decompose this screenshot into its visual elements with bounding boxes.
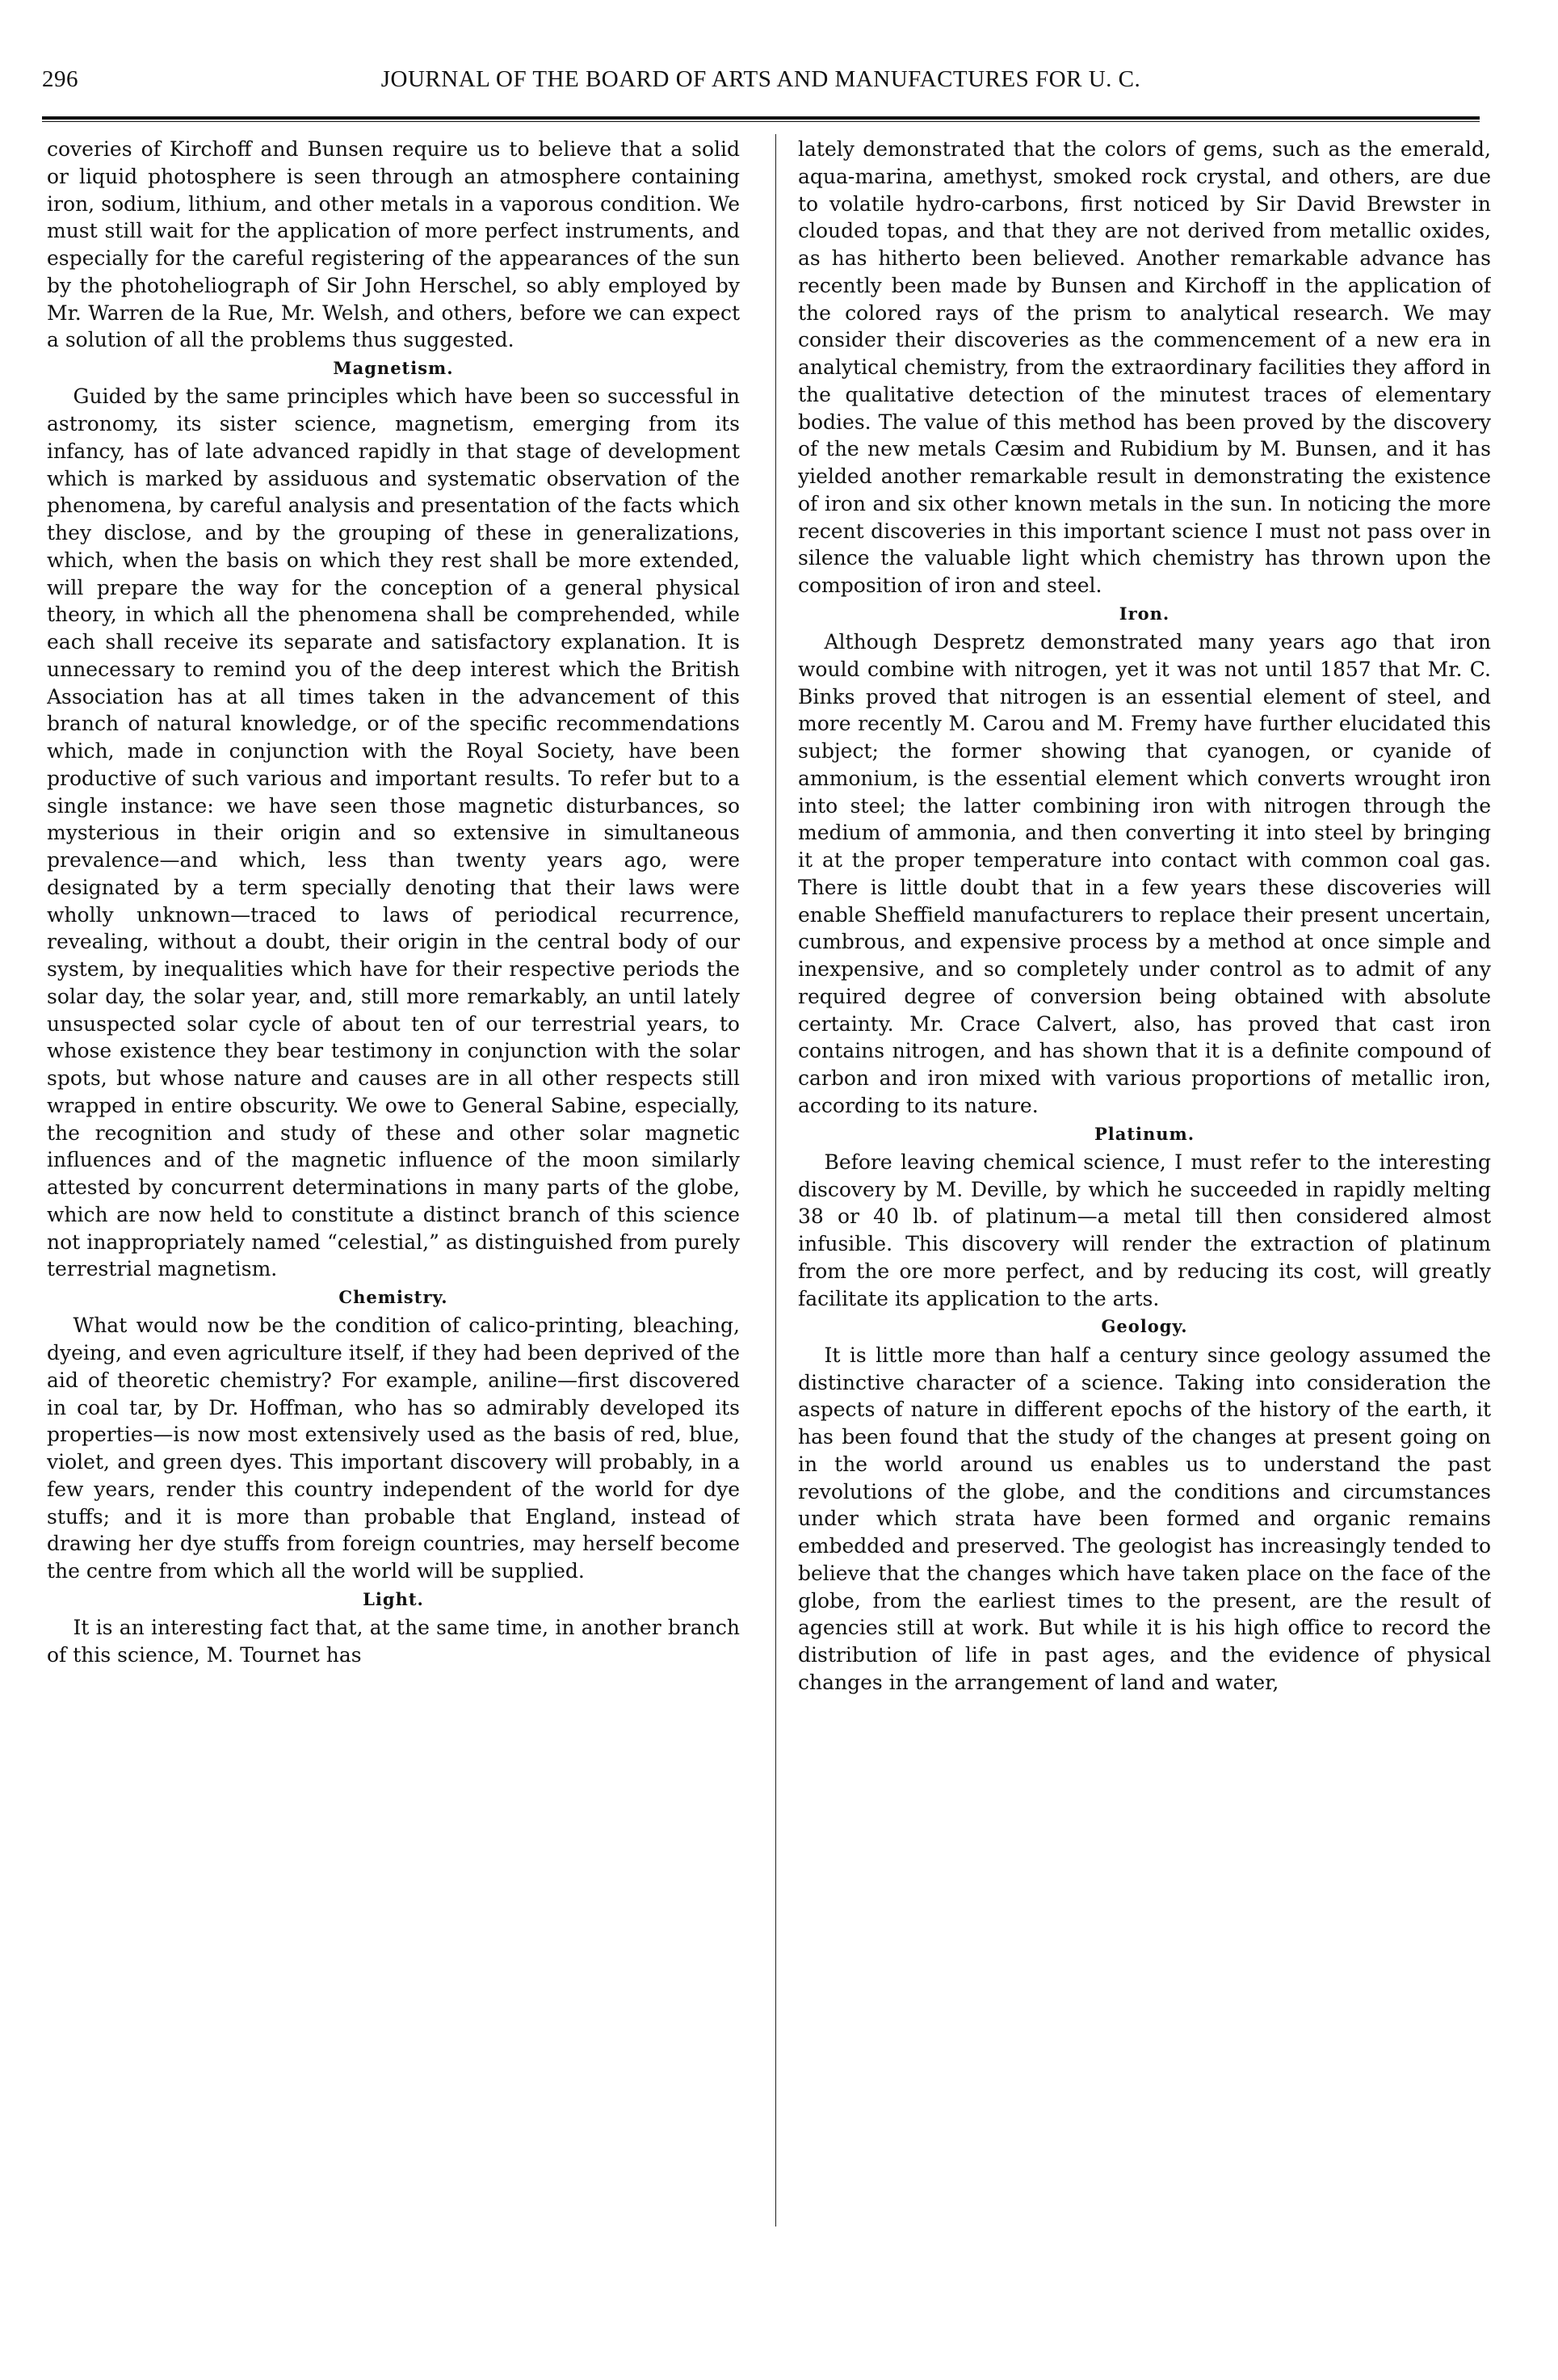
paragraph: What would now be the condition of calico-printing, bleaching, dyeing, and even agriculture itself, if they had been deprived of the aid of theoretic chemistry? For example, aniline—first discovered in coal tar, by Dr. Hoffman, who has so admirably developed its properties—is now most extensively used as the basis of red, blue, violet, and green dyes. This important discovery will probably, in a few years, render this country independent of the world for dye stuffs; and it is more than probable that England, instead of drawing her dye stuffs from foreign countries, may herself become the centre from which all the world will be supplied. [47,1314,740,1583]
paragraph: It is little more than half a century since geology assumed the distinctive character of a science. Taking into consideration the aspects of nature in different epochs of the history of the earth, it has been found that the study of the changes at present going on in the world around us enables us to understand the past revolutions of the globe, and the conditions and circumstances under which strata have been formed and organic remains embedded and preserved. The geologist has increasingly tended to believe that the changes which have taken place on the face of the globe, from the earliest times to the present, are the result of agencies still at work. But while it is his high office to record the distribution of life in past ages, and the evidence of physical changes in the arrangement of land and water, [798,1343,1491,1694]
section-heading-chemistry: Chemistry. [338,1287,448,1308]
paragraph: It is an interesting fact that, at the same time, in another branch of this science, M. Tournet has [47,1616,740,1667]
section-heading-geology: Geology. [1101,1316,1188,1337]
page-number: 296 [42,66,78,92]
paragraph: Before leaving chemical science, I must refer to the interesting discovery by M. Deville, by which he succeeded in rapidly melting 38 or 40 lb. of platinum—a metal till then considered almost infusible. This discovery will render the extraction of platinum from the ore more perfect, and by reducing its cost, will greatly facilitate its application to the arts. [798,1150,1491,1310]
journal-title: JOURNAL OF THE BOARD OF ARTS AND MANUFACTURES FOR U. C. [380,66,1141,92]
paragraph: lately demonstrated that the colors of gems, such as the emerald, aqua-marina, amethyst, smoked rock crystal, and others, are due to volatile hydro-carbons, first noticed by Sir David Brewster in clouded topas, and that they are not derived from metallic oxides, as has hitherto been believed. Another remarkable advance has recently been made by Bunsen and Kirchoff in the application of the colored rays of the prism to analytical research. We may consider their discoveries as the commencement of a new era in analytical chemistry, from the extraordinary facilities they afford in the qualitative detection of the minutest traces of elementary bodies. The value of this method has been proved by the discovery of the new metals Cæsim and Rubidium by M. Bunsen, and it has yielded another remarkable result in demonstrating the existence of iron and six other known metals in the sun. In noticing the more recent discoveries in this important science I must not pass over in silence the valuable light which chemistry has thrown upon the composition of iron and steel. [798,137,1491,597]
header-rule [42,116,1480,122]
section-heading-iron: Iron. [1119,603,1170,624]
section-heading-magnetism: Magnetism. [333,358,454,378]
section-heading-light: Light. [363,1588,424,1609]
paragraph: Although Despretz demonstrated many years ago that iron would combine with nitrogen, yet it was not until 1857 that Mr. C. Binks proved that nitrogen is an essential element of steel, and more recently M. Carou and M. Fremy have further elucidated this subject; the former showing that cyanogen, or cyanide of ammonium, is the essential element which converts wrought iron into steel; the latter combining iron with nitrogen through the medium of ammonia, and then converting it into steel by bringing it at the proper temperature into contact with common coal gas. There is little doubt that in a few years these discoveries will enable Sheffield manufacturers to replace their present uncertain, cumbrous, and expensive process by a method at once simple and inexpensive, and so completely under control as to admit of any required degree of conversion being obtained with absolute certainty. Mr. Crace Calvert, also, has proved that cast iron contains nitrogen, and has shown that it is a definite compound of carbon and iron mixed with various proportions of metallic iron, according to its nature. [798,630,1491,1117]
running-header [42,58,1480,99]
section-heading-platinum: Platinum. [1094,1123,1195,1144]
paragraph: Guided by the same principles which have been so successful in astronomy, its sister science, magnetism, emerging from its infancy, has of late advanced rapidly in that stage of development which is marked by assiduous and systematic observation of the phenomena, by careful analysis and presentation of the facts which they disclose, and by the grouping of these in generalizations, which, when the basis on which they rest shall be more extended, will prepare the way for the conception of a general physical theory, in which all the phenomena shall be comprehended, while each shall receive its separate and satisfactory explanation. It is unnecessary to remind you of the deep interest which the British Association has at all times taken in the advancement of this branch of natural knowledge, or of the specific recommendations which, made in conjunction with the Royal Society, have been productive of such various and important results. To refer but to a single instance: we have seen those magnetic disturbances, so mysterious in their origin and so extensive in simultaneous prevalence—and which, less than twenty years ago, were designated by a term specially denoting that their laws were wholly unknown—traced to laws of periodical recurrence, revealing, without a doubt, their origin in the central body of our system, by inequalities which have for their respective periods the solar day, the solar year, and, still more remarkably, an until lately unsuspected solar cycle of about ten of our terrestrial years, to whose existence they bear testimony in conjunction with the solar spots, but whose nature and causes are in all other respects still wrapped in entire obscurity. We owe to General Sabine, especially, the recognition and study of these and other solar magnetic influences and of the magnetic influence of the moon similarly attested by concurrent determinations in many parts of the globe, which are now held to constitute a distinct branch of this science not inappropriately named “celestial,” as distinguished from purely terrestrial magnetism. [47,385,740,1281]
column-divider [775,134,776,2227]
right-column [798,136,1491,2228]
paragraph: coveries of Kirchoff and Bunsen require us to believe that a solid or liquid photosphere is seen through an atmosphere containing iron, sodium, lithium, and other metals in a vaporous condition. We must still wait for the application of more perfect instruments, and especially for the careful registering of the appearances of the sun by the photoheliograph of Sir John Herschel, so ably employed by Mr. Warren de la Rue, Mr. Welsh, and others, before we can expect a solution of all the problems thus suggested. [47,137,740,352]
left-column [47,136,740,2228]
